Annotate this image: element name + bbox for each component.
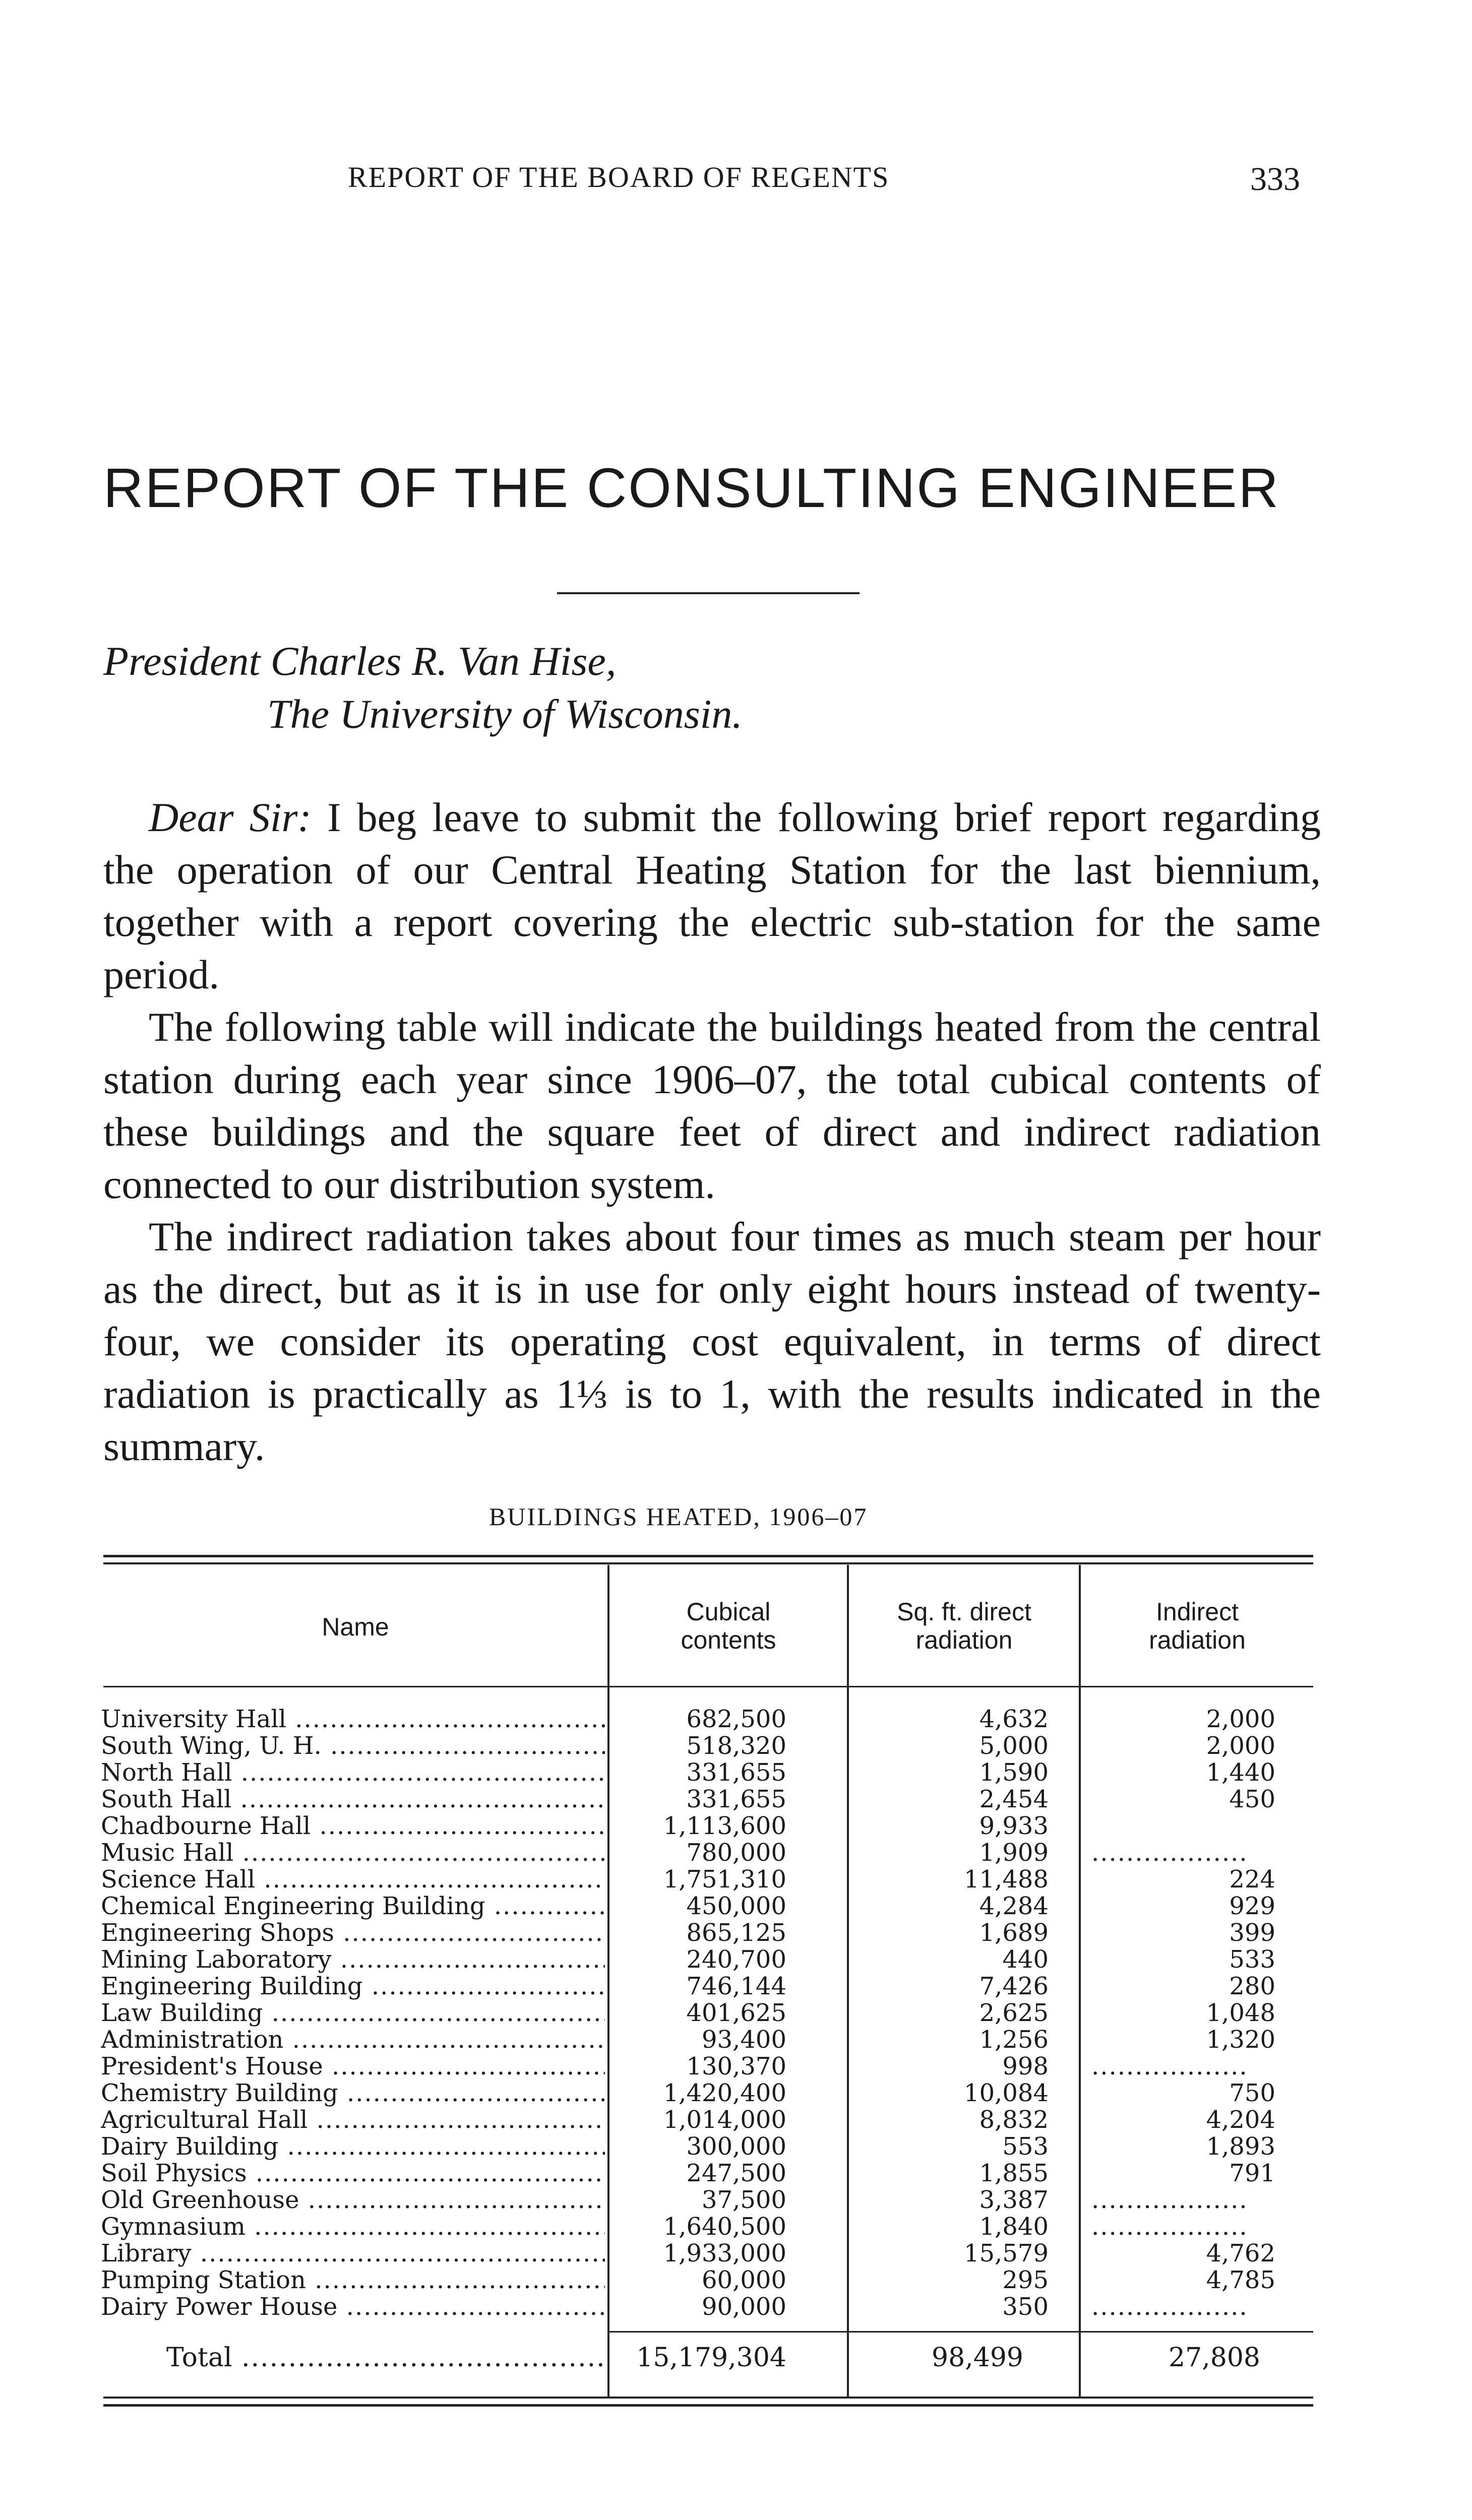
row-indirect: .................. <box>1091 2186 1248 2214</box>
row-cubical: 865,125 <box>686 1919 786 1947</box>
row-cubical: 37,500 <box>702 2186 786 2214</box>
row-name: Law Building ..... <box>101 2000 605 2027</box>
row-direct: 8,832 <box>979 2106 1049 2134</box>
table-row <box>0 2027 1472 2053</box>
row-name: Library ..... <box>101 2240 605 2267</box>
row-cubical: 247,500 <box>686 2159 786 2187</box>
paragraph-1-text: I beg leave to submit the following brief report regarding the operation of our Central Heating Station for the last biennium, together with a report covering the electric sub-station for the same period. <box>103 794 1321 997</box>
row-direct: 1,689 <box>979 1919 1049 1947</box>
row-cubical: 1,640,500 <box>663 2213 786 2241</box>
column-header-cubical-line-2: contents <box>681 1626 776 1654</box>
running-head: REPORT OF THE BOARD OF REGENTS <box>348 161 890 194</box>
row-direct: 1,855 <box>979 2159 1049 2187</box>
column-header-direct <box>849 1598 1079 1654</box>
row-indirect: .................. <box>1091 1839 1248 1867</box>
column-header-indirect-line-1: Indirect <box>1156 1598 1239 1626</box>
total-cubical: 15,179,304 <box>636 2343 786 2373</box>
row-direct: 3,387 <box>979 2186 1049 2214</box>
row-name: Old Greenhouse ..... <box>101 2187 605 2214</box>
row-direct: 295 <box>1002 2266 1049 2294</box>
row-cubical: 682,500 <box>686 1705 786 1733</box>
row-name: Music Hall ..... <box>101 1840 605 1866</box>
table-row <box>0 1840 1472 1866</box>
table-row <box>0 2214 1472 2240</box>
row-indirect: 533 <box>1229 1945 1275 1974</box>
total-indirect: 27,808 <box>1169 2343 1260 2373</box>
column-header-direct-line-2: radiation <box>915 1626 1013 1654</box>
letter-body <box>103 791 1321 1473</box>
row-name: North Hall ..... <box>101 1759 605 1786</box>
column-header-name: Name <box>322 1613 389 1641</box>
row-name: Engineering Shops ..... <box>101 1920 605 1946</box>
row-direct: 9,933 <box>979 1812 1049 1840</box>
row-indirect: .................. <box>1091 2213 1248 2241</box>
row-indirect: 4,204 <box>1206 2106 1275 2134</box>
page-number: 333 <box>1250 161 1300 198</box>
row-cubical: 1,933,000 <box>663 2239 786 2267</box>
row-name: Administration ..... <box>101 2027 605 2053</box>
column-header-indirect-line-2: radiation <box>1149 1626 1246 1654</box>
row-direct: 1,909 <box>979 1839 1049 1867</box>
paragraph-3: The indirect radiation takes about four times as much steam per hour as the direct, but as it is in use for only eight hours instead of twenty-four, we consider its operating cost equivalent, in terms of direct radiation is practically as 1⅓ is to 1, with the results indicated in the summary. <box>103 1214 1321 1469</box>
page-title: REPORT OF THE CONSULTING ENGINEER <box>103 457 1280 519</box>
row-cubical: 450,000 <box>686 1892 786 1920</box>
row-indirect: 750 <box>1229 2079 1275 2107</box>
row-cubical: 240,700 <box>686 1945 786 1974</box>
table-top-rule-inner <box>103 1562 1313 1564</box>
row-cubical: 90,000 <box>702 2293 786 2321</box>
table-row <box>0 1813 1472 1840</box>
total-direct: 98,499 <box>932 2343 1023 2373</box>
row-cubical: 331,655 <box>686 1785 786 1813</box>
header-bottom-rule <box>103 1686 1313 1687</box>
row-name: University Hall ..... <box>101 1706 605 1733</box>
row-cubical: 1,113,600 <box>663 1812 786 1840</box>
table-row <box>0 2187 1472 2214</box>
row-indirect: 4,762 <box>1206 2239 1275 2267</box>
addressee-line-2: The University of Wisconsin. <box>267 691 743 737</box>
table-row <box>0 1733 1472 1759</box>
row-cubical: 300,000 <box>686 2132 786 2161</box>
row-cubical: 780,000 <box>686 1839 786 1867</box>
table-row <box>0 1866 1472 1893</box>
row-cubical: 93,400 <box>702 2026 786 2054</box>
row-cubical: 331,655 <box>686 1758 786 1787</box>
table-row <box>0 2240 1472 2267</box>
row-name: President's House ..... <box>101 2053 605 2080</box>
row-indirect: .................. <box>1091 2293 1248 2321</box>
row-indirect: 4,785 <box>1206 2266 1275 2294</box>
table-row <box>0 2053 1472 2080</box>
row-direct: 1,840 <box>979 2213 1049 2241</box>
column-header-indirect <box>1081 1598 1313 1654</box>
paragraph-1 <box>103 791 1321 1001</box>
column-header-cubical <box>610 1598 847 1654</box>
row-direct: 1,590 <box>979 1758 1049 1787</box>
row-cubical: 401,625 <box>686 1999 786 2027</box>
total-label: Total ..... <box>166 2343 605 2373</box>
row-cubical: 1,751,310 <box>663 1865 786 1894</box>
row-cubical: 746,144 <box>686 1972 786 2000</box>
row-indirect: 1,320 <box>1206 2026 1275 2054</box>
table-row <box>0 1946 1472 1973</box>
row-direct: 2,625 <box>979 1999 1049 2027</box>
row-direct: 553 <box>1002 2132 1049 2161</box>
row-cubical: 130,370 <box>686 2052 786 2081</box>
row-indirect: 2,000 <box>1206 1705 1275 1733</box>
table-bottom-rule-outer <box>103 2404 1313 2407</box>
row-indirect: 2,000 <box>1206 1732 1275 1760</box>
row-direct: 5,000 <box>979 1732 1049 1760</box>
table-caption: BUILDINGS HEATED, 1906–07 <box>489 1502 868 1531</box>
row-name: Chemistry Building ..... <box>101 2080 605 2107</box>
row-name: South Hall ..... <box>101 1786 605 1813</box>
row-direct: 4,284 <box>979 1892 1049 1920</box>
table-row <box>0 2000 1472 2027</box>
total-rule <box>607 2331 1313 2333</box>
row-direct: 350 <box>1002 2293 1049 2321</box>
row-indirect: 1,893 <box>1206 2132 1275 2161</box>
row-indirect: .................. <box>1091 2052 1248 2081</box>
row-cubical: 60,000 <box>702 2266 786 2294</box>
row-indirect: 1,440 <box>1206 1758 1275 1787</box>
title-divider <box>557 592 860 594</box>
row-direct: 4,632 <box>979 1705 1049 1733</box>
row-cubical: 518,320 <box>686 1732 786 1760</box>
row-indirect: 791 <box>1229 2159 1275 2187</box>
table-row <box>0 2133 1472 2160</box>
row-direct: 440 <box>1002 1945 1049 1974</box>
row-name: Soil Physics ..... <box>101 2160 605 2187</box>
table-row <box>0 1759 1472 1786</box>
row-indirect: 280 <box>1229 1972 1275 2000</box>
column-header-direct-line-1: Sq. ft. direct <box>897 1598 1031 1626</box>
row-indirect: 1,048 <box>1206 1999 1275 2027</box>
table-top-rule <box>103 1555 1313 1557</box>
row-indirect: 399 <box>1229 1919 1275 1947</box>
row-name: Chadbourne Hall ..... <box>101 1813 605 1840</box>
greeting: Dear Sir: <box>149 794 312 840</box>
row-name: Engineering Building ..... <box>101 1973 605 2000</box>
table-row <box>0 1706 1472 1733</box>
row-direct: 2,454 <box>979 1785 1049 1813</box>
table-row <box>0 2080 1472 2107</box>
row-name: Agricultural Hall ..... <box>101 2107 605 2133</box>
table-row <box>0 1786 1472 1813</box>
table-bottom-rule <box>103 2397 1313 2399</box>
column-header-cubical-line-1: Cubical <box>686 1598 771 1626</box>
row-name: Mining Laboratory ..... <box>101 1946 605 1973</box>
row-name: South Wing, U. H. ..... <box>101 1733 605 1759</box>
table-row <box>0 2160 1472 2187</box>
row-direct: 15,579 <box>964 2239 1049 2267</box>
table-row <box>0 2107 1472 2133</box>
row-indirect: 929 <box>1229 1892 1275 1920</box>
row-direct: 7,426 <box>979 1972 1049 2000</box>
table-row <box>0 1893 1472 1920</box>
row-name: Gymnasium ..... <box>101 2214 605 2240</box>
row-name: Dairy Power House ..... <box>101 2294 605 2320</box>
row-cubical: 1,014,000 <box>663 2106 786 2134</box>
row-name: Science Hall ..... <box>101 1866 605 1893</box>
paragraph-2: The following table will indicate the buildings heated from the central station during each year since 1906–07, the total cubical contents of these buildings and the square feet of direct and indirect radiation connected to our distribution system. <box>103 1004 1321 1207</box>
row-name: Dairy Building ..... <box>101 2133 605 2160</box>
addressee-line-1: President Charles R. Van Hise, <box>103 638 617 684</box>
row-name: Chemical Engineering Building ..... <box>101 1893 605 1920</box>
table-row <box>0 2267 1472 2294</box>
table-row <box>0 1920 1472 1946</box>
table-row <box>0 2294 1472 2320</box>
row-direct: 10,084 <box>964 2079 1049 2107</box>
table-row <box>0 1973 1472 2000</box>
row-cubical: 1,420,400 <box>663 2079 786 2107</box>
row-indirect: 450 <box>1229 1785 1275 1813</box>
row-direct: 11,488 <box>964 1865 1049 1894</box>
row-indirect: 224 <box>1229 1865 1275 1894</box>
row-direct: 1,256 <box>979 2026 1049 2054</box>
row-direct: 998 <box>1002 2052 1049 2081</box>
row-name: Pumping Station ..... <box>101 2267 605 2294</box>
